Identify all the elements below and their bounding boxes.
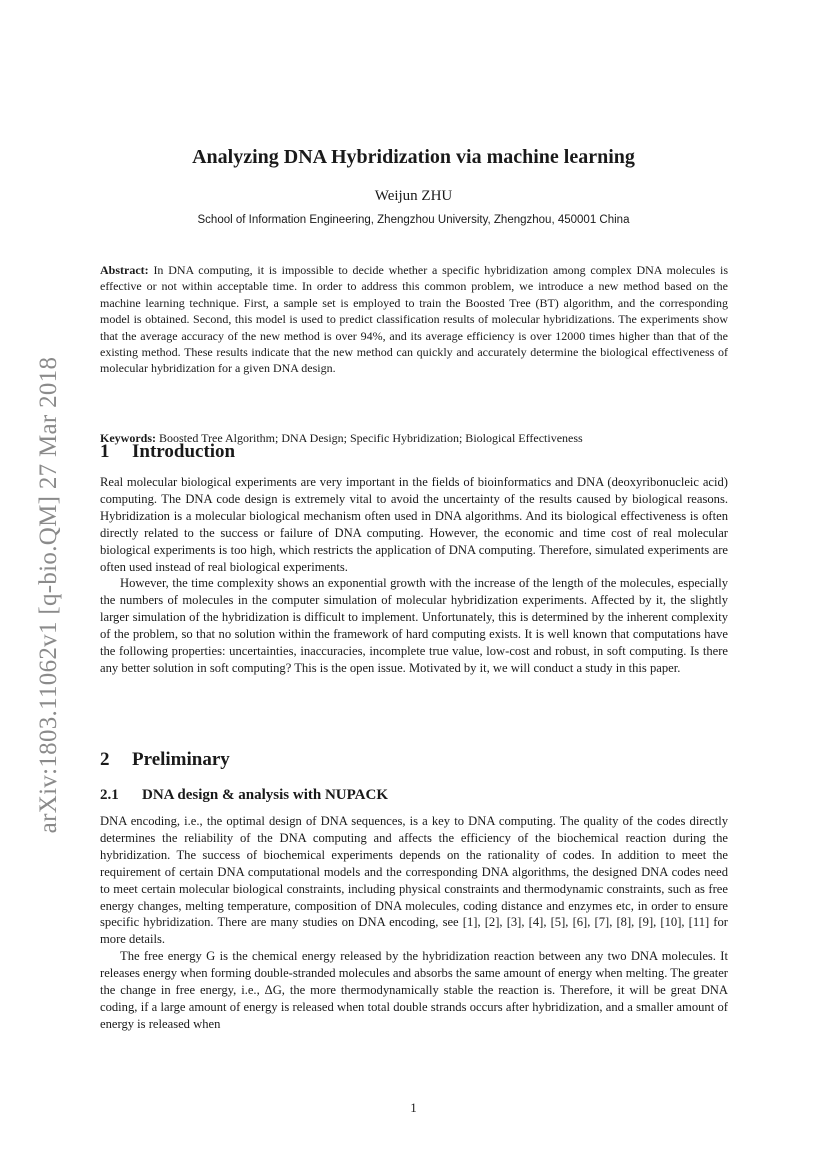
abstract-label: Abstract: bbox=[100, 263, 149, 277]
abstract-text: In DNA computing, it is impossible to decide whether a specific hybridization among complex DNA molecules is effective or not within acceptable time. In order to address this common problem, we introduce a new method based on the machine learning technique. First, a sample set is employed to train the Boosted Tree (BT) algorithm, and the corresponding model is obtained. Second, this model is used to predict classification results of molecular hybridizations. The experiments show that the average accuracy of the new method is over 94%, and its average efficiency is over 12000 times higher than that of the existing method. These results indicate that the new method can quickly and accurately determine the biological effectiveness of molecular hybridization for a given DNA design. bbox=[100, 263, 728, 376]
body-paragraph: Real molecular biological experiments are very important in the fields of bioinformatics and DNA (deoxyribonucleic acid) computing. The DNA code design is extremely vital to avoid the uncertainty of the results caused by biological reasons. Hybridization is a molecular biological mechanism often used in DNA algorithms. And its biological effectiveness is often directly related to the success or failure of DNA computing. However, the economic and time cost of real molecular biological experiments is too high, which restricts the application of DNA computing. Therefore, simulated experiments are often used instead of real biological experiments. bbox=[100, 475, 728, 574]
subsection-number: 2.1 bbox=[100, 787, 119, 803]
keywords-label: Keywords: bbox=[100, 431, 156, 445]
subsection-heading-dna-design bbox=[100, 787, 388, 804]
body-paragraph: The free energy G is the chemical energy released by the hybridization reaction between any two DNA molecules. It releases energy when forming double-stranded molecules and absorbs the same amount of energy when melting. The greater the change in free energy, i.e., ΔG, the more thermodynamically stable the reaction is. Therefore, it will be great DNA coding, if a large amount of energy is released when total double strands occurs after hybridization, and a smaller amount of energy is released when bbox=[100, 949, 728, 1031]
section-title: Introduction bbox=[132, 441, 236, 462]
abstract-block bbox=[100, 262, 728, 377]
keywords-text: Boosted Tree Algorithm; DNA Design; Specific Hybridization; Biological Effectiveness bbox=[159, 431, 583, 445]
arxiv-identifier-stamp: arXiv:1803.11062v1 [q-bio.QM] 27 Mar 2018 bbox=[35, 356, 62, 834]
abstract-paragraph bbox=[100, 262, 728, 377]
subsection-title: DNA design & analysis with NUPACK bbox=[142, 787, 388, 803]
introduction-body bbox=[100, 474, 728, 677]
section-title: Preliminary bbox=[132, 749, 230, 770]
preliminary-body bbox=[100, 813, 728, 1033]
body-paragraph: However, the time complexity shows an exponential growth with the increase of the length of the molecules, especially the numbers of molecules in the computer simulation of molecular hybridization experiments. Affected by it, the slightly larger simulation of the hybridization is difficult to implement. Unfortunately, this is determined by the inherent complexity of the problem, so that no solution within the framework of hard computing exists. It is well known that computations have the following properties: uncertainties, inaccuracies, incomplete true value, low-cost and robust, in soft computing. Is there any better solution in soft computing? This is the open issue. Motivated by it, we will conduct a study in this paper. bbox=[100, 576, 728, 675]
author-name: Weijun ZHU bbox=[374, 188, 453, 204]
section-heading-preliminary bbox=[100, 749, 230, 771]
author-affiliation: School of Information Engineering, Zhengzhou University, Zhengzhou, 450001 China bbox=[197, 214, 630, 226]
paper-title: Analyzing DNA Hybridization via machine learning bbox=[192, 146, 635, 168]
body-paragraph: DNA encoding, i.e., the optimal design of DNA sequences, is a key to DNA computing. The quality of the codes directly determines the reliability of the DNA computing and affects the efficiency of the biochemical reaction during the hybridization. The success of biochemical experiments depends on the rationality of codes. In addition to meet the requirement of certain DNA computational models and the corresponding DNA algorithms, the designed DNA codes need to meet certain molecular biological constraints, including physical constraints and thermodynamic constraints, such as free energy changes, melting temperature, composition of DNA molecules, coding distance and enzymes etc, in order to ensure specific hybridization. There are many studies on DNA encoding, see [1], [2], [3], [4], [5], [6], [7], [8], [9], [10], [11] for more details. bbox=[100, 814, 728, 947]
section-heading-introduction bbox=[100, 441, 235, 463]
page-number: 1 bbox=[410, 1100, 417, 1115]
section-number: 2 bbox=[100, 749, 110, 770]
section-number: 1 bbox=[100, 441, 110, 462]
